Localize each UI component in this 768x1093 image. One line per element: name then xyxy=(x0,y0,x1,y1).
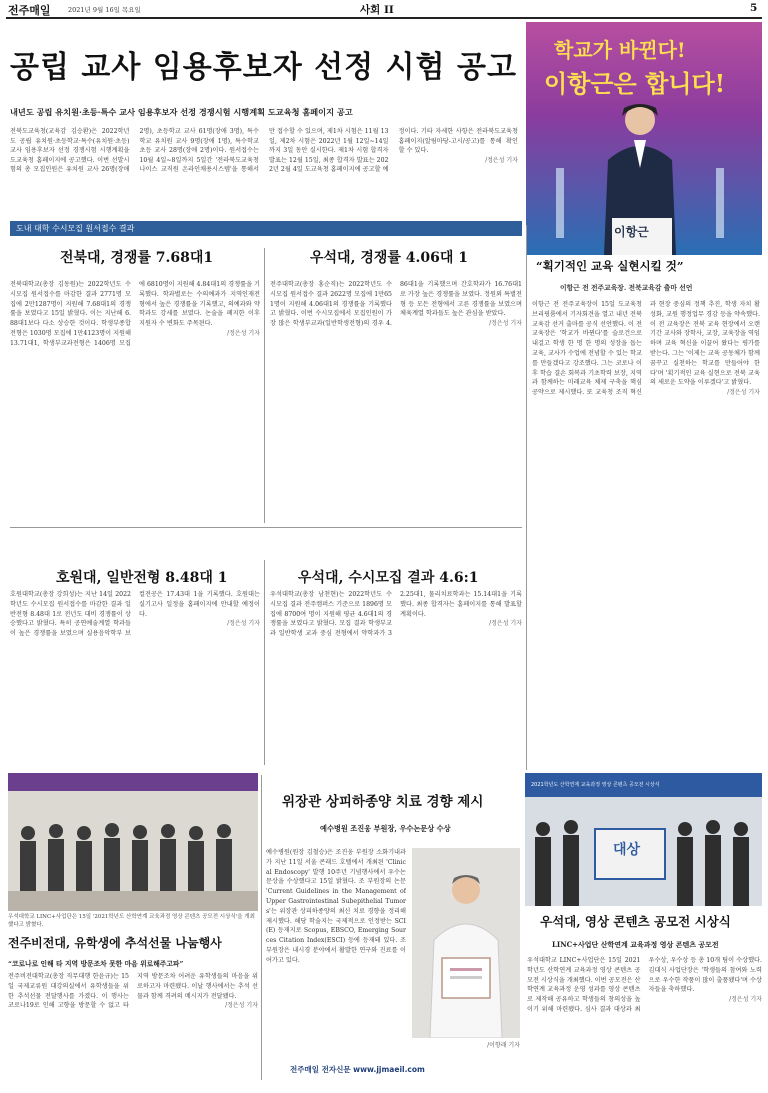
banner-line-1: 학교가 바뀐다! xyxy=(554,38,686,62)
contest-headline: 우석대, 영상 콘텐츠 공모전 시상식 xyxy=(540,914,731,929)
hoseo-byline: /정은성 기자 xyxy=(227,620,260,628)
woosuk-b-body xyxy=(270,590,522,766)
clinic-subhead: 예수병원 조진웅 부원장, 우수논문상 수상 xyxy=(320,824,451,833)
row-rule xyxy=(10,527,522,528)
vision-text: 전주비전대학교(총장 직무대행 한윤규)는 15일 국제교류원 대강의실에서 유학생들을 위한 추석선물 전달행사를 가졌다. 이 행사는 코로나19로 인해 고향을 방문할 수 없고 타 지역 방문조차 어려운 유학생들의 마음을 위로하고자 마련됐다. 이날 행사에서는 추석 선물과 함께 격려의 메시지가 전달됐다. xyxy=(8,973,258,1010)
clinic-byline: /이향래 기자 xyxy=(487,1042,520,1049)
op-ed-body xyxy=(532,300,760,767)
award-banner xyxy=(525,773,762,797)
vision-byline: /정은성 기자 xyxy=(225,1002,258,1010)
notice-headline: 공립 교사 임용후보자 선정 시험 공고 xyxy=(10,50,517,85)
woosuk-a-body xyxy=(270,280,522,524)
op-ed-subhead: 이항근 전 전주교육장. 전북교육감 출마 선언 xyxy=(560,284,693,292)
footer-website[interactable]: 전주매일 전자신문 www.jjmaeil.com xyxy=(290,1065,425,1074)
woosuk-a-text: 전주대학교(총장 홍순직)는 2022학년도 수시모집 원서접수 결과 2622명 모집에 1만651명이 지원해 4.06대1의 경쟁률을 기록했다고 밝혔다. 이번 수시모집에서 모집인원이 가장 많은 학생부교과(일반학생전형)의 경우 4.86대1을 기록했으며 간호학과가 16.76대1로 가장 높은 경쟁률을 보였다. 정원외 특별전형 등 모든 전형에서 고른 경쟁률을 보였으며 체육계열 학과들도 높은 관심을 받았다. xyxy=(270,281,522,328)
clinic-body xyxy=(266,848,406,1078)
jbnu-body xyxy=(10,280,260,524)
contest-text: 우석대학교 LINC+사업단은 15일 2021학년도 산학연계 교육과정 영상 콘텐츠 공모전 시상식을 개최했다. 이번 공모전은 산학연계 교육과정 운영 성과를 영상 콘텐츠로 제작해 공유하고 학생들의 창의성을 높이기 위해 마련됐다. 심사 결과 대상과 최우수상, 우수상 등 총 10개 팀이 수상했다. 김대식 사업단장은 '학생들의 참여와 노력으로 우수한 작품이 많이 출품됐다'며 수상자들을 축하했다. xyxy=(527,957,762,1013)
hoseo-body xyxy=(10,590,260,766)
award-banner-text: 2021학년도 산학연계 교육과정 영상 콘텐츠 공모전 시상식 xyxy=(531,782,660,788)
masthead xyxy=(0,0,768,18)
contest-byline: /정은성 기자 xyxy=(729,996,762,1004)
photo-banner xyxy=(8,773,258,791)
column-rule xyxy=(526,225,527,770)
vision-body xyxy=(8,972,258,1078)
notice-byline: /정은성 기자 xyxy=(485,156,518,164)
hoseo-headline: 호원대, 일반전형 8.48대 1 xyxy=(56,570,228,586)
award-figures xyxy=(525,799,762,906)
jbnu-byline: /정은성 기자 xyxy=(227,329,260,337)
group-photo-left xyxy=(8,773,258,911)
campaign-photo xyxy=(526,22,762,255)
award-sign: 대상 xyxy=(613,842,641,858)
op-ed-quote: “획기적인 교육 실현시킬 것” xyxy=(536,259,684,273)
award-photo xyxy=(525,773,762,906)
hoseo-text: 호원대학교(총장 강희성)는 지난 14일 2022학년도 수시모집 원서접수를 마감한 결과 일반전형 8.48대 1로 전년도 대비 경쟁률이 상승했다고 밝혔다. 특히 공연예술계열 학과들이 높은 경쟁률을 보였으며 실용음악학부 보컬전공은 17.43대 1을 기록했다. 호원대는 실기고사 일정을 홈페이지에 안내할 예정이다. xyxy=(10,591,260,638)
clinic-photo xyxy=(412,848,520,1038)
banner-line-2: 이항근은 합니다! xyxy=(544,69,726,98)
section-bar xyxy=(10,221,522,236)
vision-headline: 전주비전대, 유학생에 추석선물 나눔행사 xyxy=(8,936,222,950)
woosuk-a-headline: 우석대, 경쟁률 4.06대 1 xyxy=(310,250,469,266)
left-photo-caption: 우석대학교 LINC+사업단은 15일 '2021학년도 산학연계 교육과정 영상 콘텐츠 공모전 시상식'을 개최했다고 밝혔다. xyxy=(8,914,255,928)
masthead-rule xyxy=(6,17,762,19)
vision-quote: “코로나로 인해 타 지역 방문조차 못한 마음 위로해주고파” xyxy=(8,960,184,968)
op-ed-text: 이항근 전 전주교육장이 15일 도교육청 브리핑룸에서 기자회견을 열고 내년 전북교육감 선거 출마를 공식 선언했다. 이 전 교육장은 '학교가 바뀐다'를 슬로건으로 내걸고 학생 한 명 한 명의 성장을 돕는 교육, 교사가 수업에 전념할 수 있는 학교를 만들겠다고 강조했다. 그는 코로나 이후 학습 결손 회복과 기초학력 보장, 지역과 함께하는 미래교육 체제 구축을 핵심 공약으로 제시했다. 또 교육청 조직 혁신과 현장 중심의 정책 추진, 학생 자치 활성화, 교원 행정업무 경감 등을 약속했다. 이 전 교육장은 전북 교육 현장에서 오랜 기간 교사와 장학사, 교장, 교육장을 역임하며 교육 혁신을 이끌어 왔다는 평가를 받는다. 그는 '이제는 교육 공동체가 함께 꿈꾸고 실천하는 학교를 만들어야 한다'며 '획기적인 교육 실현으로 전북 교육의 새로운 도약을 이루겠다'고 밝혔다. xyxy=(532,301,760,397)
woosuk-b-headline: 우석대, 수시모집 결과 4.6:1 xyxy=(298,570,479,586)
section-name: 사회 II xyxy=(360,4,394,16)
notice-subheadline: 내년도 공립 유치원·초등·특수 교사 임용후보자 선정 경쟁시험 시행계획 도교육청 홈페이지 공고 xyxy=(10,107,353,117)
group-figures xyxy=(8,793,258,911)
column-rule xyxy=(264,560,265,765)
column-rule xyxy=(264,248,265,523)
issue-date: 2021년 9월 16일 목요일 xyxy=(68,6,141,14)
paper-name: 전주매일 xyxy=(8,4,51,17)
op-ed-byline: /정은성 기자 xyxy=(727,389,760,397)
woosuk-a-byline: /정은성 기자 xyxy=(489,320,522,328)
clinic-text: 예수병원(원장 김철승)은 조진웅 부원장 소화기내과가 지난 11일 서울 콘래드 호텔에서 개최된 'Clinical Endoscopy' 발행 10주년 기념행사에서 우수논문상을 수상했다고 15일 밝혔다. 조 부원장의 논문 'Current Guidelines in the Management of Upper Gastrointestinal Subepithelial Tumors'는 위장관 상피하종양의 최신 치료 경향을 정리해 제시했다. 해당 학술지는 국제적으로 인정받는 SCI(E) 등재지로 Scopus, EBSCO, Emerging Sources Citation Index(ESCI) 등에 등재돼 있다. 조 부원장은 내시경 분야에서 활발한 연구와 진료를 이어가고 있다. xyxy=(266,849,406,964)
jbnu-headline: 전북대, 경쟁률 7.68대1 xyxy=(60,250,214,266)
notice-text: 전북도교육청(교육감 김승환)은 2022학년도 공립 유치원·초등학교·특수(유치원·초등) 교사 임용후보자 선정 경쟁시험 시행계획을 도교육청 홈페이지에 공고했다. 이번 선발시험의 총 모집인원은 유치원 교사 26명(장애 2명), 초등학교 교사 61명(장애 3명), 특수학교 유치원 교사 9명(장애 1명), 특수학교 초등 교사 28명(장애 2명)이다. 원서접수는 10월 4일~8일까지 5일간 '전라북도교육청 나이스 교직원 온라인채용시스템'을 통해서만 접수할 수 있으며, 제1차 시험은 11월 13일, 제2차 시험은 2022년 1월 12일~14일까지 3일 동안 실시한다. 제1차 시험 합격자 발표는 12월 15일, 최종 합격자 발표는 2022년 2월 4일 도교육청 홈페이지에 공고할 예정이다. 기타 자세한 사항은 전라북도교육청 홈페이지(알림마당-고시/공고)를 통해 확인할 수 있다. xyxy=(10,128,518,174)
woosuk-b-byline: /정은성 기자 xyxy=(489,620,522,628)
contest-subhead: LINC+사업단 산학연계 교육과정 영상 콘텐츠 공모전 xyxy=(552,940,719,949)
notice-body xyxy=(10,127,518,213)
clinic-headline: 위장관 상피하종양 치료 경향 제시 xyxy=(282,794,484,810)
woosuk-b-text: 우석대학교(총장 남천현)는 2022학년도 수시모집 결과 전주캠퍼스 기준으로 1896명 모집에 8700여 명이 지원해 평균 4.6대1의 경쟁률을 보였다고 밝혔다. 모집 결과 학생부교과 일반학생 교과 중심 전형에서 약학과가 32.25대1, 물리치료학과는 15.14대1을 기록했다. 최종 합격자는 홈페이지를 통해 발표할 계획이다. xyxy=(270,591,522,638)
jbnu-text: 전북대학교(총장 김동원)는 2022학년도 수시모집 원서접수를 마감한 결과 2771명 모집에 2만1287명이 지원해 7.68대1의 경쟁률을 보였다고 15일 밝혔다. 이는 지난해 6.88대1보다 다소 상승한 것이다. 학생부종합전형은 1030명 모집에 1만4123명이 지원해 13.71대1, 학생부교과전형은 1406명 모집에 6810명이 지원해 4.84대1의 경쟁률을 기록했다. 학과별로는 수의예과가 지역인재전형에서 높은 경쟁률을 기록했고, 의예과와 약학과도 강세를 보였다. 논술을 폐지한 이후 지원자 수 변화도 주목된다. xyxy=(10,281,260,347)
column-rule xyxy=(261,775,262,1080)
doctor-figure xyxy=(412,848,520,1038)
section-bar-label: 도내 대학 수시모집 원서접수 결과 xyxy=(16,224,135,233)
contest-body xyxy=(527,956,762,1078)
podium-label: 이항근 xyxy=(614,225,649,239)
page-number: 5 xyxy=(750,2,758,14)
